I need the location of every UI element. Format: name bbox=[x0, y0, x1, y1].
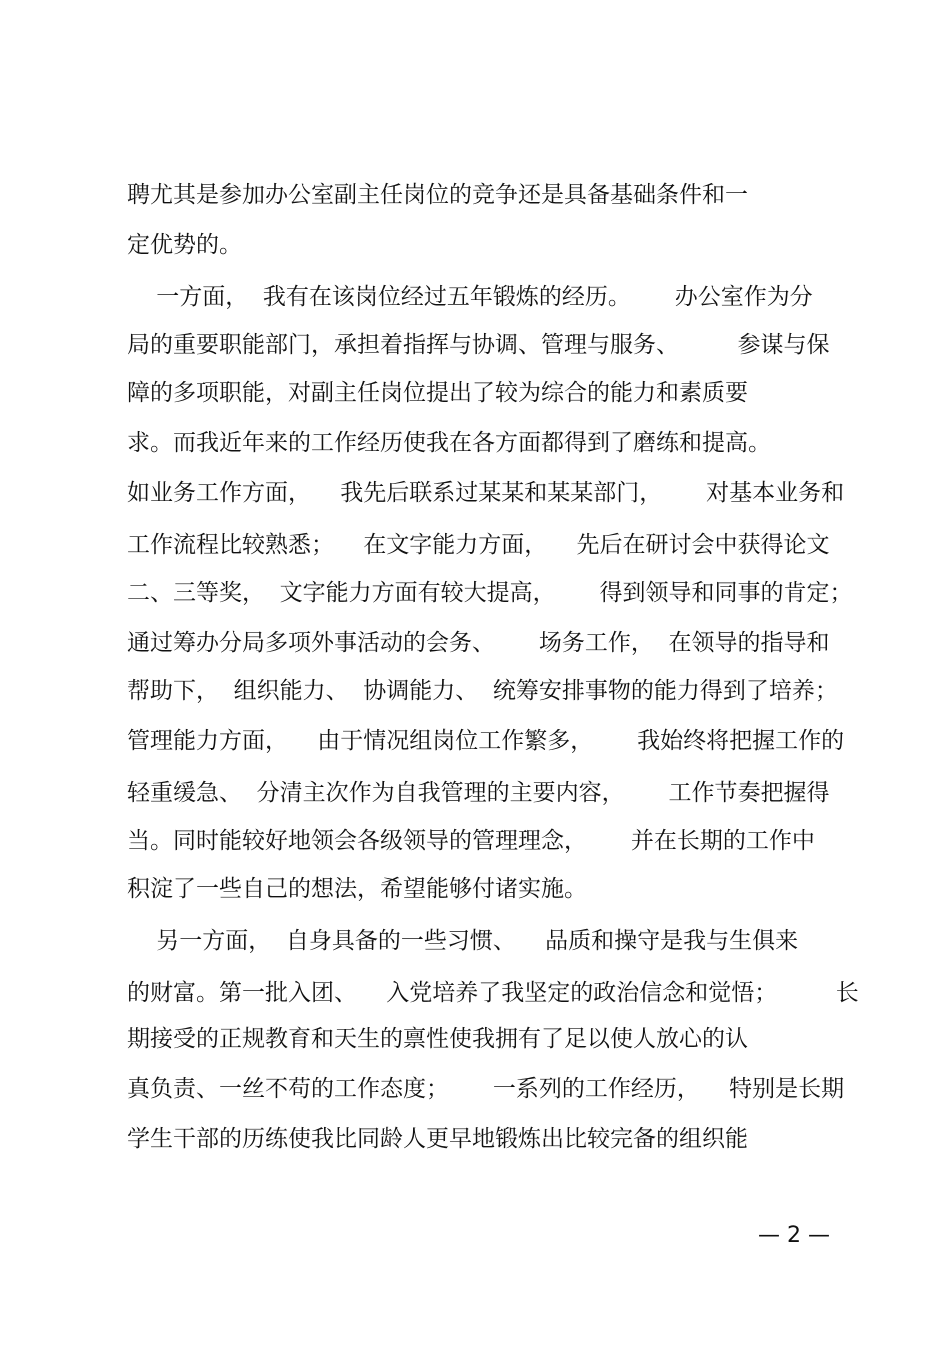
text-line: 另一方面， 自身具备的一些习惯、 品质和操守是我与生俱来 bbox=[127, 928, 799, 954]
text-line: 工作流程比较熟悉； 在文字能力方面， 先后在研讨会中获得论文 bbox=[127, 532, 830, 558]
text-line: 学生干部的历练使我比同龄人更早地锻炼出比较完备的组织能 bbox=[127, 1126, 748, 1152]
text-line: 二、三等奖， 文字能力方面有较大提高， 得到领导和同事的肯定； bbox=[127, 580, 853, 606]
text-line: 帮助下， 组织能力、 协调能力、 统筹安排事物的能力得到了培养； bbox=[127, 678, 838, 704]
text-line: 积淀了一些自己的想法，希望能够付诸实施。 bbox=[127, 876, 587, 902]
text-line: 通过筹办分局多项外事活动的会务、 场务工作， 在领导的指导和 bbox=[127, 630, 830, 656]
text-line: 当。同时能较好地领会各级领导的管理理念， 并在长期的工作中 bbox=[127, 828, 815, 854]
text-line: 局的重要职能部门，承担着指挥与协调、管理与服务、 参谋与保 bbox=[127, 332, 830, 358]
text-line: 障的多项职能，对副主任岗位提出了较为综合的能力和素质要 bbox=[127, 380, 748, 406]
page-number: — 2 — bbox=[758, 1223, 830, 1248]
text-line: 管理能力方面， 由于情况组岗位工作繁多， 我始终将把握工作的 bbox=[127, 728, 845, 754]
text-line: 定优势的。 bbox=[127, 232, 242, 258]
text-line: 轻重缓急、 分清主次作为自我管理的主要内容， 工作节奏把握得 bbox=[127, 780, 830, 806]
text-line: 期接受的正规教育和天生的禀性使我拥有了足以使人放心的认 bbox=[127, 1026, 748, 1052]
text-line: 聘尤其是参加办公室副主任岗位的竞争还是具备基础条件和一 bbox=[127, 182, 748, 208]
text-line: 如业务工作方面， 我先后联系过某某和某某部门， 对基本业务和 bbox=[127, 480, 845, 506]
text-line: 求。而我近年来的工作经历使我在各方面都得到了磨练和提高。 bbox=[127, 430, 771, 456]
text-line: 的财富。第一批入团、 入党培养了我坚定的政治信念和觉悟； 长 bbox=[127, 980, 859, 1006]
text-line: 一方面， 我有在该岗位经过五年锻炼的经历。 办公室作为分 bbox=[127, 284, 813, 310]
text-line: 真负责、一丝不苟的工作态度； 一系列的工作经历， 特别是长期 bbox=[127, 1076, 845, 1102]
